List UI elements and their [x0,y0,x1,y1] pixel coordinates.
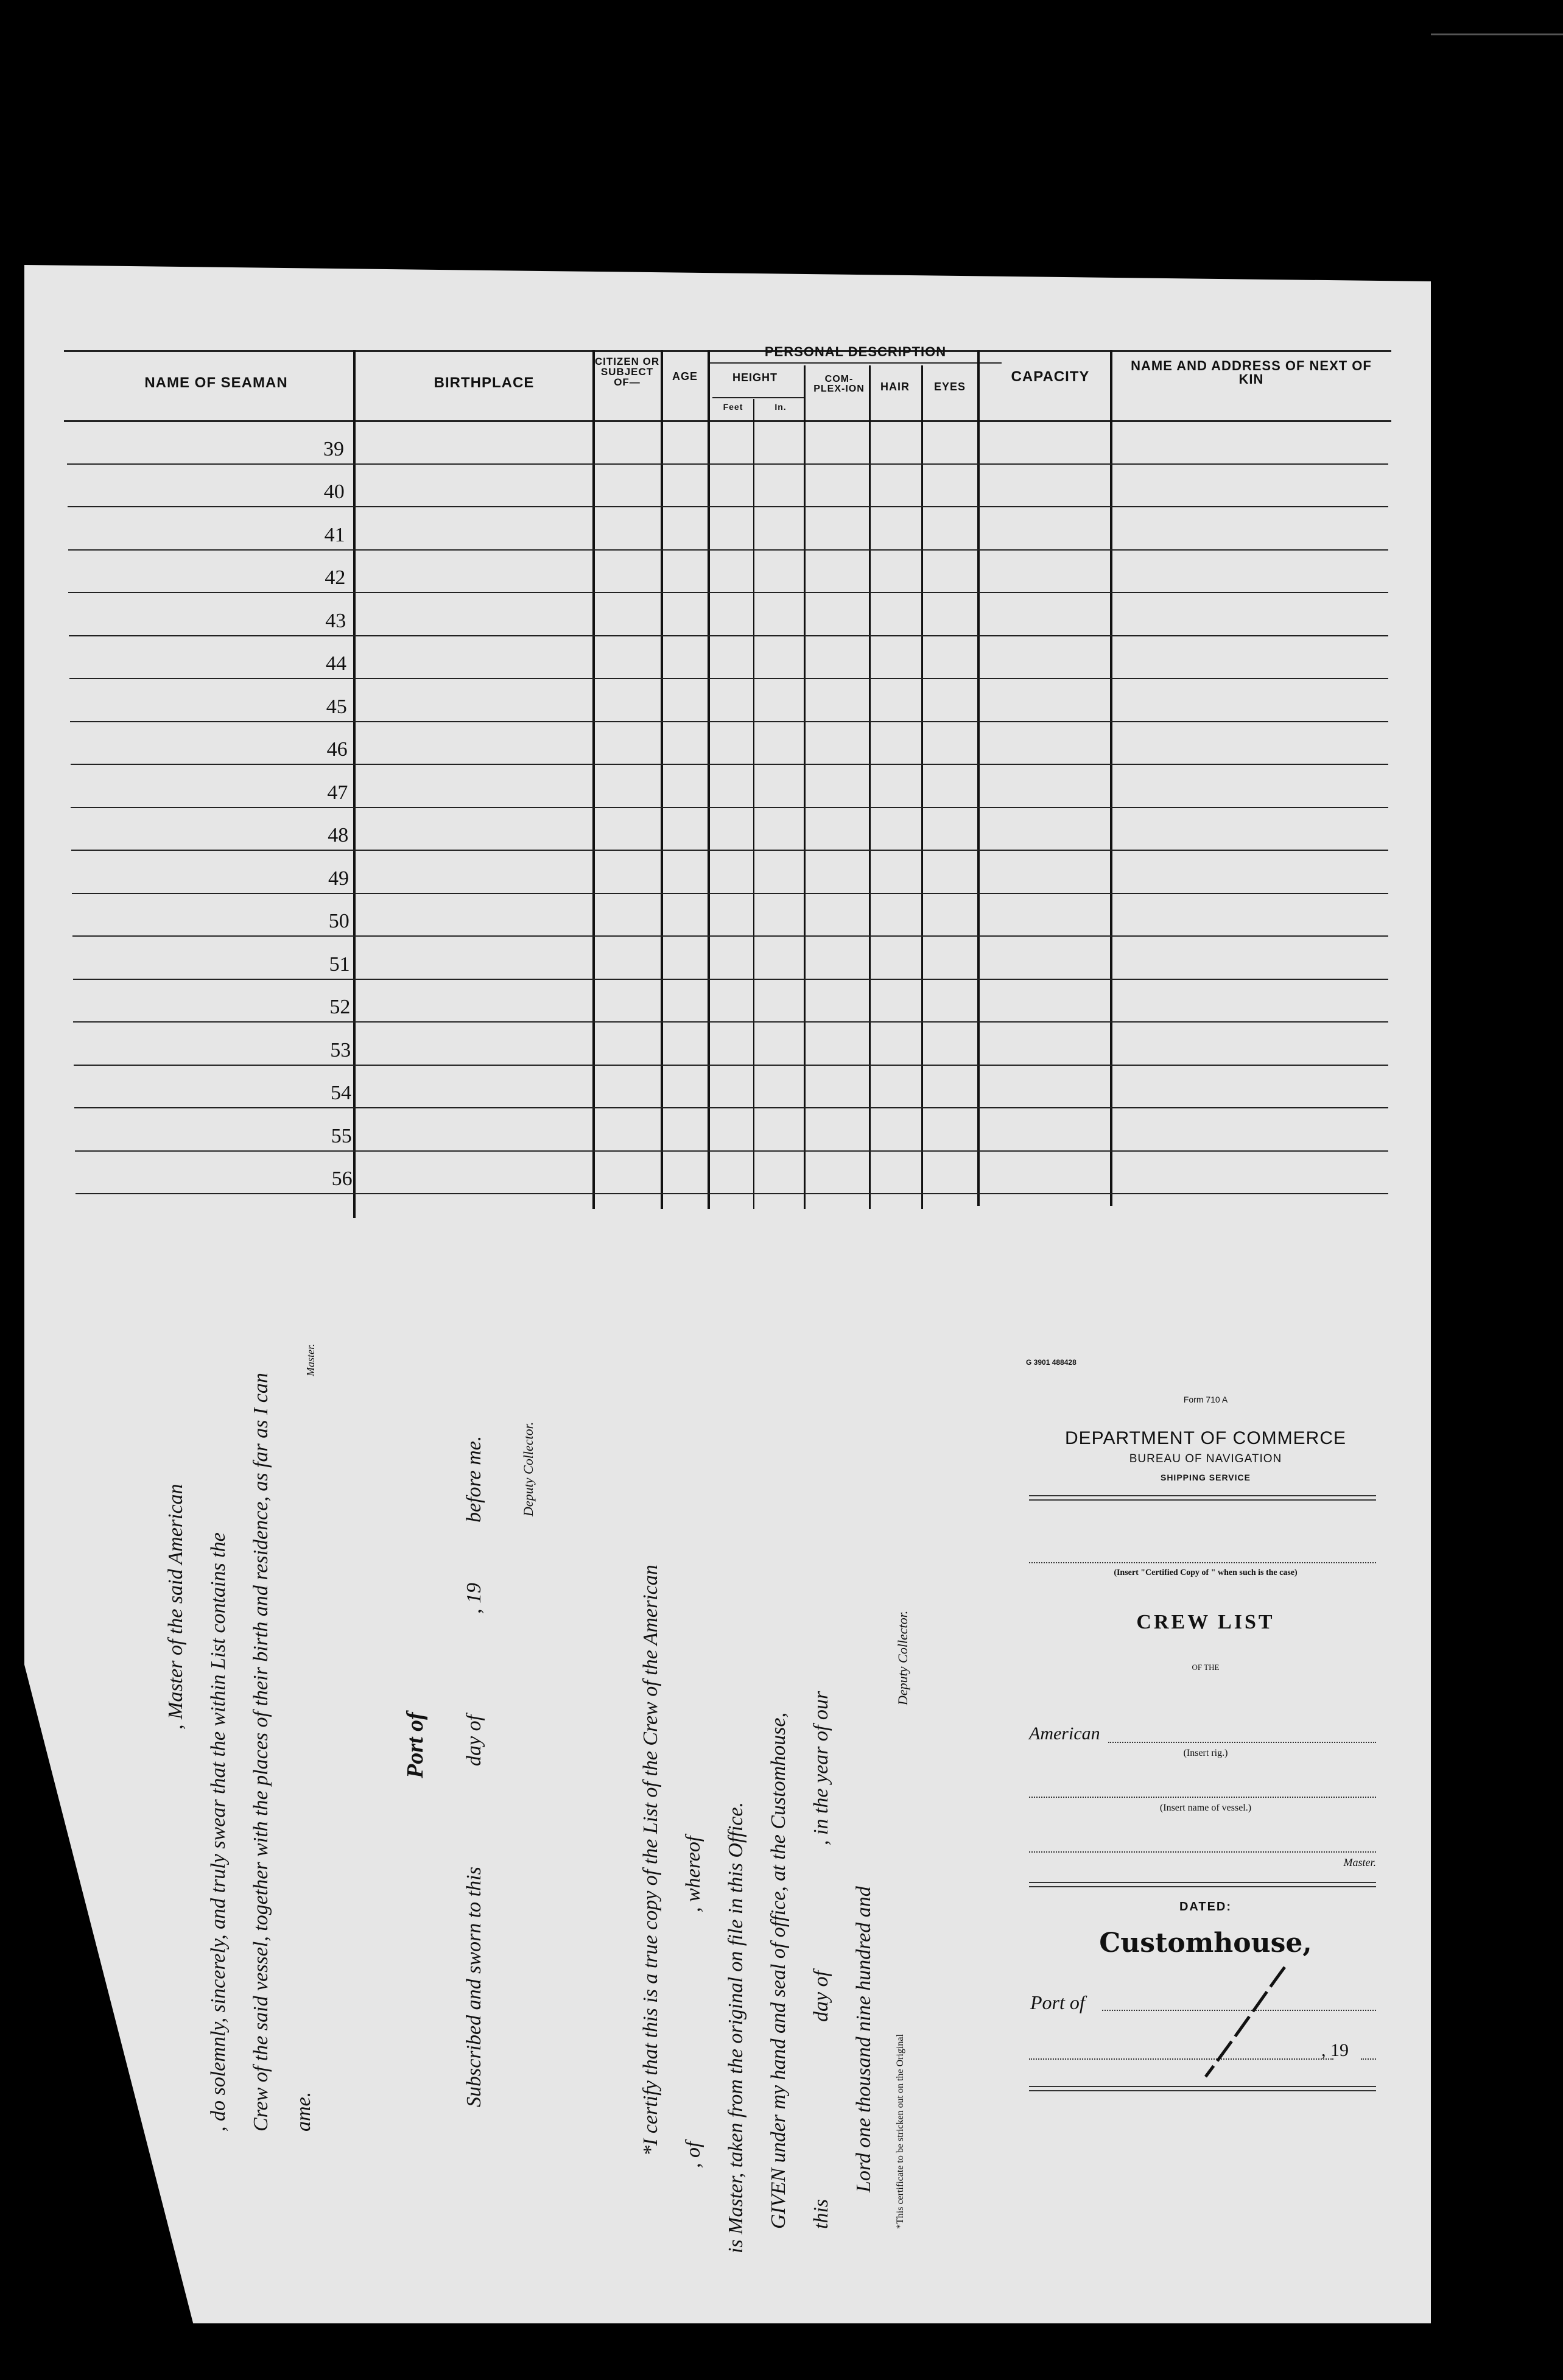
table-row-rule [67,463,1388,465]
table-row-rule [72,935,1388,937]
crew-table [40,341,1391,1218]
personal-description-rule [709,362,1002,364]
certificate-line-5b: day of [810,1970,832,2022]
of-the-label: OF THE [1192,1663,1220,1672]
vessel-line [1029,1797,1376,1798]
table-row-rule [68,549,1388,551]
col-header-name: NAME OF SEAMAN [144,375,288,391]
form-number: Form 710 A [1183,1395,1228,1404]
oath-master-label: Master. [304,1343,317,1376]
col-divider [869,365,871,1209]
pen-stroke-mark [1193,1961,1291,2083]
department-title: DEPARTMENT OF COMMERCE [1064,1428,1347,1448]
header-bottom-rule [64,420,1391,422]
col-header-complexion: COM-PLEX-ION [813,374,865,394]
row-number: 41 [324,523,345,546]
before-me-label: before me. [463,1435,485,1523]
certificate-line-5a: this [810,2199,832,2229]
table-row-rule [73,979,1388,980]
master-line [1029,1851,1376,1853]
col-header-height: HEIGHT [732,371,778,384]
col-header-personal-description: PERSONAL DESCRIPTION [764,344,947,359]
print-code: G 3901 488428 [1026,1358,1077,1367]
year-label-cover: , 19 [1321,2040,1349,2060]
col-divider [753,399,754,1209]
insert-certified-note: (Insert "Certified Copy of " when such is the case) [1114,1568,1298,1577]
table-row-rule [70,721,1388,722]
table-row-rule [71,764,1388,765]
height-rule [712,397,804,398]
service-title: SHIPPING SERVICE [1160,1473,1251,1482]
col-header-capacity: CAPACITY [1011,368,1090,385]
certificate-line-5c: , in the year of our [810,1691,832,1845]
oath-line-4: ame. [292,2091,315,2132]
row-number: 52 [329,996,351,1018]
table-row-rule [71,850,1388,851]
insert-vessel-note: (Insert name of vessel.) [1159,1803,1252,1813]
footnote-text: *This certificate to be stricken out on the Original [895,2034,905,2229]
certificate-line-2a: , of [682,2141,704,2168]
day-of-label: day of [463,1714,485,1766]
row-number: 39 [323,437,344,460]
col-header-feet: Feet [723,402,743,412]
certificate-footnote [895,2034,906,2229]
table-row-rule [68,506,1388,507]
row-number: 40 [323,481,345,503]
bureau-title: BUREAU OF NAVIGATION [1129,1452,1282,1465]
year-prefix-label: , 19 [463,1583,485,1614]
cover-rule [1029,1499,1376,1501]
subscribed-label: Subscribed and sworn to this [463,1867,485,2107]
table-row-rule [69,678,1388,679]
row-number: 48 [328,824,349,847]
certificate-line-3: is Master, taken from the original on file in this Office. [725,1801,747,2253]
certificate-deputy-collector: Deputy Collector. [895,1610,910,1705]
certificate-line-4: GIVEN under my hand and seal of office, at the Customhouse, [767,1712,790,2229]
col-divider [1110,350,1112,1206]
certificate-line-1: *I certify that this is a true copy of the List of the Crew of the American [639,1565,662,2156]
row-number: 50 [328,910,349,932]
cover-rule [1029,2090,1376,2091]
cover-rule [1029,1886,1376,1887]
year-line [1361,2058,1376,2060]
table-row-rule [75,1150,1388,1152]
col-divider [804,365,806,1209]
col-divider [592,350,595,1209]
row-number: 49 [328,867,349,890]
row-number: 42 [325,566,346,589]
port-of-label-cover: Port of [1030,1991,1085,2013]
oath-line-3: Crew of the said vessel, together with the places of their birth and residence, as far as I can [250,1373,272,2132]
master-label: Master. [1343,1856,1376,1868]
col-divider [708,350,710,1209]
table-row-rule [74,1107,1388,1108]
table-row-rule [71,807,1388,808]
col-divider [661,350,663,1209]
row-number: 43 [325,609,346,632]
scan-edge-line [1431,33,1563,35]
dated-label: DATED: [1179,1900,1232,1914]
table-row-rule [74,1065,1388,1066]
row-number: 54 [331,1082,351,1104]
table-row-rule [68,592,1388,593]
row-number: 44 [326,652,346,675]
col-header-citizen: CITIZEN OR SUBJECT OF— [594,356,660,388]
row-number: 47 [327,781,348,804]
col-header-age: AGE [672,370,698,382]
col-header-next-of-kin: NAME AND ADDRESS OF NEXT OF KIN [1131,358,1372,387]
cover-rule [1029,2086,1376,2087]
table-row-rule [73,1021,1388,1023]
american-label: American [1029,1723,1100,1744]
col-divider [921,365,923,1209]
certificate-line-6: Lord one thousand nine hundred and [852,1886,875,2192]
row-number: 53 [330,1038,351,1061]
col-header-hair: HAIR [880,381,910,393]
col-divider [977,350,980,1206]
col-header-inches: In. [774,402,787,412]
rig-line [1108,1742,1376,1743]
cover-block [1023,1346,1388,2107]
certificate-line-2b: , whereof [682,1836,704,1912]
col-header-birthplace: BIRTHPLACE [434,375,535,391]
row-number: 45 [326,695,347,718]
customhouse-label: Customhouse, [1099,1928,1312,1959]
port-of-label: Port of [402,1712,428,1778]
table-row-rule [76,1193,1388,1194]
cover-rule [1029,1495,1376,1496]
sworn-block [390,1340,572,2132]
cover-rule [1029,1882,1376,1883]
row-number: 46 [326,738,348,761]
oath-line-1: , Master of the said American [164,1484,187,1730]
crew-list-title: CREW LIST [1136,1611,1275,1633]
row-number: 55 [331,1124,352,1147]
oath-block [140,1340,384,2132]
deputy-collector-label: Deputy Collector. [521,1421,536,1516]
table-row-rule [72,893,1388,894]
certified-copy-line [1029,1562,1376,1563]
row-number: 56 [331,1167,353,1190]
table-row-rule [69,635,1388,636]
row-number: 51 [329,952,350,976]
col-header-eyes: EYES [933,381,966,393]
insert-rig-note: (Insert rig.) [1183,1748,1228,1758]
oath-line-2: , do solemnly, sincerely, and truly swear that the within List contains the [207,1532,230,2132]
col-divider [353,350,356,1218]
